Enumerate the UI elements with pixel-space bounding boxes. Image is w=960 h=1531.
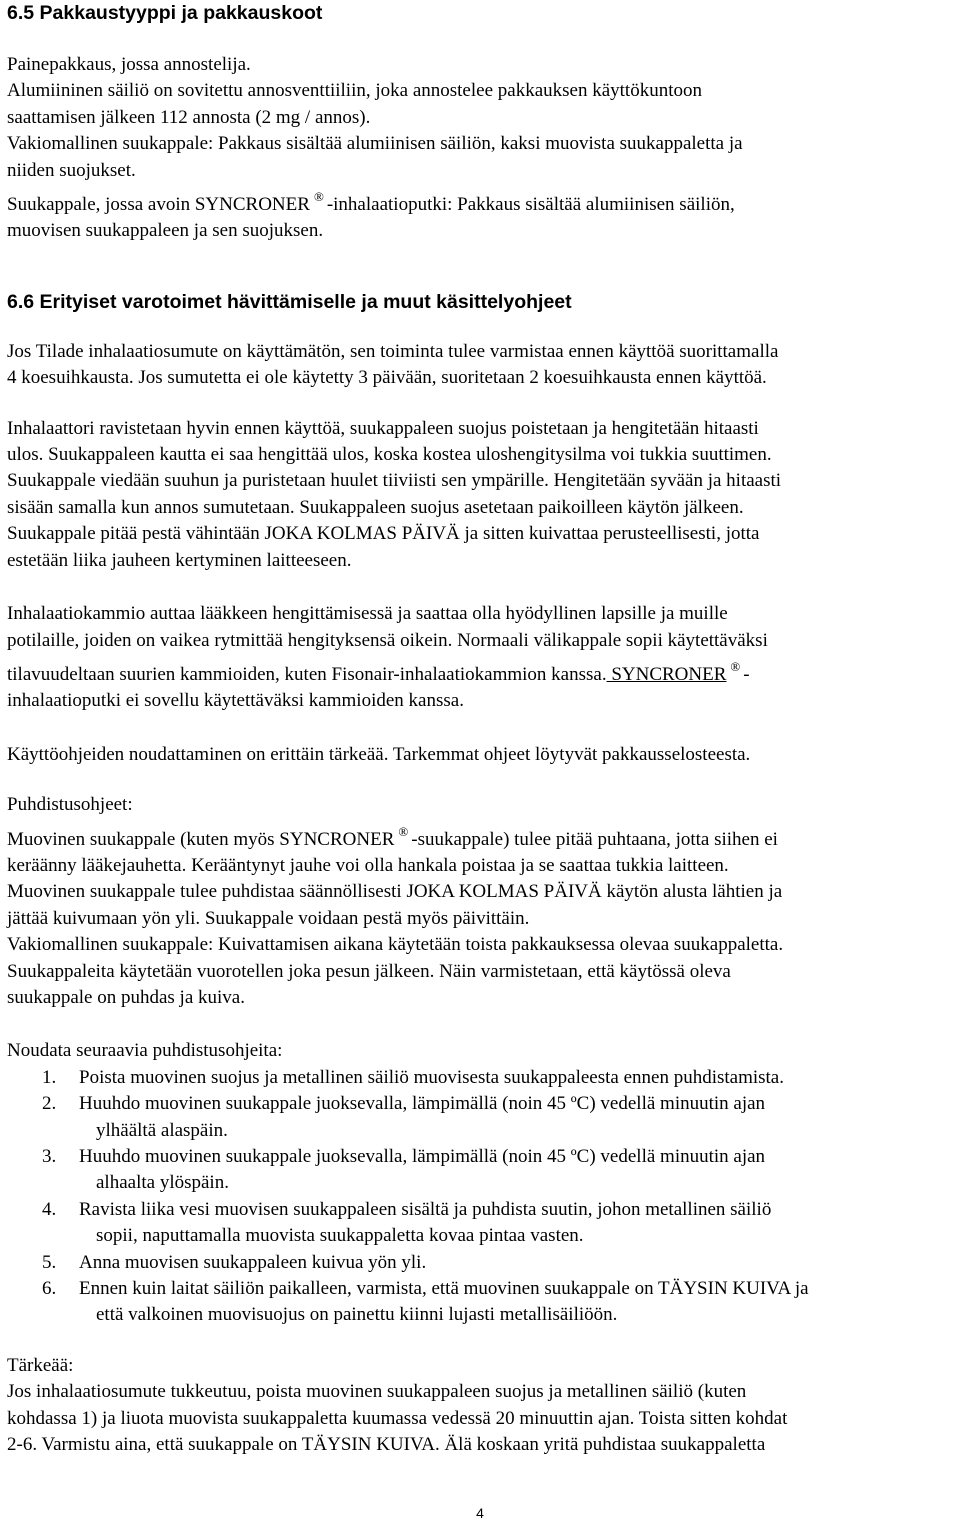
text-line: Käyttöohjeiden noudattaminen on erittäin tärkeää. Tarkemmat ohjeet löytyvät pakkausselosteesta. bbox=[7, 743, 751, 765]
text-line: Muovinen suukappale tulee puhdistaa säännöllisesti JOKA KOLMAS PÄIVÄ käytön alusta lähtien ja bbox=[7, 881, 783, 903]
text-line: saattamisen jälkeen 112 annosta (2 mg / annos). bbox=[7, 106, 371, 128]
important-heading: Tärkeää: bbox=[7, 1354, 74, 1376]
text-line: 2-6. Varmistu aina, että suukappale on TÄYSIN KUIVA. Älä koskaan yritä puhdistaa suukappaletta bbox=[7, 1434, 766, 1456]
text-line bbox=[7, 819, 957, 853]
text-line: sisään samalla kun annos sumutetaan. Suukappaleen suojus asetetaan paikoilleen käytön jälkeen. bbox=[7, 496, 744, 518]
text-line: niiden suojukset. bbox=[7, 159, 136, 181]
list-item bbox=[7, 1144, 957, 1197]
text-line: estetään liika jauheen kertyminen laitteeseen. bbox=[7, 549, 352, 571]
list-text: sopii, naputtamalla muovista suukappaletta kovaa pintaa vasten. bbox=[96, 1225, 584, 1247]
text-line: keräänny lääkejauhetta. Kerääntynyt jauhe voi olla hankala poistaa ja se saattaa tukkia laitteen. bbox=[7, 854, 729, 876]
document-page bbox=[7, 0, 957, 1458]
text-line: 4 koesuihkausta. Jos sumutetta ei ole käytetty 3 päivään, suoritetaan 2 koesuihkausta ennen käyttöä. bbox=[7, 367, 767, 389]
text-line: Vakiomallinen suukappale: Pakkaus sisältää alumiinisen säiliön, kaksi muovista suukappaletta ja bbox=[7, 133, 743, 155]
text-line bbox=[7, 184, 957, 218]
section-6-5-heading: 6.5 Pakkaustyyppi ja pakkauskoot bbox=[7, 2, 323, 24]
text-line: Suukappale viedään suuhun ja puristetaan huulet tiiviisti sen ympärille. Hengitetään syvään ja hitaasti bbox=[7, 470, 782, 492]
registered-mark: ® bbox=[313, 189, 324, 205]
text-line bbox=[7, 654, 957, 688]
list-text: Huuhdo muovinen suukappale juoksevalla, lämpimällä (noin 45 ºC) vedellä minuutin ajan bbox=[79, 1093, 766, 1115]
list-item bbox=[7, 1276, 957, 1329]
text-line: Jos Tilade inhalaatiosumute on käyttämätön, sen toiminta tulee varmistaa ennen käyttöä suorittamalla bbox=[7, 340, 779, 362]
text-line: Inhalaatiokammio auttaa lääkkeen hengittämisessä ja saattaa olla hyödyllinen lapsille ja muille bbox=[7, 603, 728, 625]
text-line: potilaille, joiden on vaikea rytmittää hengityksensä oikein. Normaali välikappale sopii käytettäväksi bbox=[7, 629, 768, 651]
text-fragment: -inhalaatioputki: Pakkaus sisältää alumiinisen säiliön, bbox=[326, 194, 735, 216]
list-text: Huuhdo muovinen suukappale juoksevalla, lämpimällä (noin 45 ºC) vedellä minuutin ajan bbox=[79, 1146, 766, 1167]
list-text: että valkoinen muovisuojus on painettu kiinni lujasti metallisäiliöön. bbox=[96, 1304, 618, 1326]
registered-mark: ® bbox=[730, 658, 741, 674]
list-text: Ravista liika vesi muovisen suukappaleen sisältä ja puhdista suutin, johon metallinen säiliö bbox=[79, 1198, 772, 1220]
text-fragment: -suukappale) tulee pitää puhtaana, jotta siihen ei bbox=[411, 828, 778, 850]
text-line: ulos. Suukappaleen kautta ei saa hengittää ulos, koska kostea uloshengitysilma voi tukkia suuttimen. bbox=[7, 444, 772, 466]
list-text: alhaalta ylöspäin. bbox=[96, 1172, 229, 1194]
text-line: muovisen suukappaleen ja sen suojuksen. bbox=[7, 220, 324, 242]
list-number: 3. bbox=[42, 1146, 57, 1167]
text-line: jättää kuivumaan yön yli. Suukappale voidaan pestä myös päivittäin. bbox=[7, 907, 530, 929]
list-number: 4. bbox=[42, 1198, 57, 1220]
text-line: Suukappaleita käytetään vuorotellen joka pesun jälkeen. Näin varmistetaan, että käytössä oleva bbox=[7, 960, 731, 982]
text-line: Inhalaattori ravistetaan hyvin ennen käyttöä, suukappaleen suojus poistetaan ja hengitetään hitaasti bbox=[7, 417, 759, 439]
list-text: ylhäältä alaspäin. bbox=[96, 1119, 228, 1141]
text-line: Painepakkaus, jossa annostelija. bbox=[7, 54, 251, 75]
text-line: inhalaatioputki ei sovellu käytettäväksi kammioiden kanssa. bbox=[7, 690, 464, 712]
list-item bbox=[7, 1065, 957, 1091]
text-fragment: Suukappale, jossa avoin SYNCRONER bbox=[7, 194, 310, 216]
list-item bbox=[7, 1091, 957, 1144]
text-line: Vakiomallinen suukappale: Kuivattamisen aikana käytetään toista pakkauksessa olevaa suukappaletta. bbox=[7, 934, 784, 956]
text-line: Suukappale pitää pestä vähintään JOKA KOLMAS PÄIVÄ ja sitten kuivattaa perusteellisesti, jotta bbox=[7, 523, 760, 545]
list-text: Anna muovisen suukappaleen kuivua yön yli. bbox=[79, 1251, 427, 1273]
list-text: Poista muovinen suojus ja metallinen säiliö muovisesta suukappaleesta ennen puhdistamista. bbox=[79, 1066, 784, 1088]
text-fragment: tilavuudeltaan suurien kammioiden, kuten Fisonair-inhalaatiokammion kanssa. bbox=[7, 663, 607, 685]
list-number: 2. bbox=[42, 1093, 57, 1115]
text-line: kohdassa 1) ja liuota muovista suukappaletta kuumassa vedessä 20 minuuttin ajan. Toista sitten kohdat bbox=[7, 1407, 788, 1429]
registered-mark: ® bbox=[398, 823, 409, 839]
list-text: Ennen kuin laitat säiliön paikalleen, varmista, että muovinen suukappale on TÄYSIN KUIVA ja bbox=[79, 1278, 809, 1300]
text-fragment: SYNCRONER bbox=[606, 663, 727, 685]
list-item bbox=[7, 1250, 957, 1276]
text-line: Jos inhalaatiosumute tukkeutuu, poista muovinen suukappaleen suojus ja metallinen säiliö (kuten bbox=[7, 1381, 747, 1403]
cleaning-heading: Puhdistusohjeet: bbox=[7, 794, 133, 816]
instructions-intro: Noudata seuraavia puhdistusohjeita: bbox=[7, 1040, 283, 1062]
list-number: 6. bbox=[42, 1278, 57, 1300]
cleaning-steps-list bbox=[7, 1065, 957, 1329]
page-number: 4 bbox=[476, 1505, 484, 1521]
text-fragment: - bbox=[743, 663, 750, 685]
text-line: suukappale on puhdas ja kuiva. bbox=[7, 986, 245, 1008]
text-fragment: Muovinen suukappale (kuten myös SYNCRONER bbox=[7, 828, 395, 850]
text-line: Alumiininen säiliö on sovitettu annosventtiiliin, joka annostelee pakkauksen käyttökuntoon bbox=[7, 80, 702, 102]
list-item bbox=[7, 1197, 957, 1250]
list-number: 5. bbox=[42, 1251, 57, 1273]
list-number: 1. bbox=[42, 1066, 57, 1088]
section-6-6-heading: 6.6 Erityiset varotoimet hävittämiselle ja muut käsittelyohjeet bbox=[7, 290, 572, 313]
